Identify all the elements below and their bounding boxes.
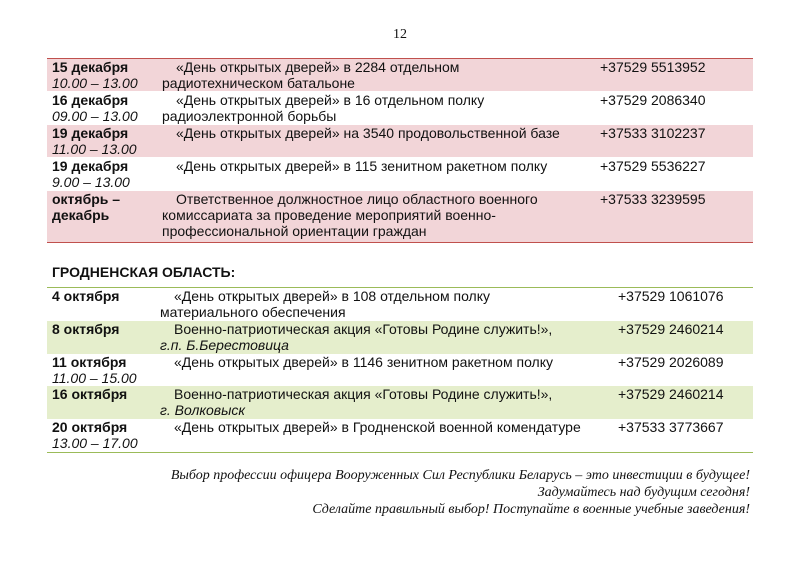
events-table-grodno: [47, 287, 753, 453]
phone-number: +37529 2086340: [592, 92, 753, 125]
date-cell: [47, 354, 160, 386]
date-cell: [47, 321, 160, 354]
closing-line-1: Выбор профессии офицера Вооруженных Сил Республики Беларусь – это инвестиции в будущее!: [170, 468, 750, 483]
table-row: [47, 288, 753, 321]
date-cell: [47, 191, 162, 243]
table-row: [47, 419, 753, 453]
event-cell: [162, 59, 592, 92]
phone-number: +37529 1061076: [618, 288, 724, 304]
event-date: 19 декабря: [52, 158, 129, 174]
event-description: «День открытых дверей» на 3540 продовольственной базе: [176, 125, 560, 141]
event-description: Военно-патриотическая акция «Готовы Родине служить!»,: [174, 385, 553, 402]
event-cell: [160, 288, 610, 321]
phone-number: +37533 3773667: [618, 418, 724, 435]
event-location: г.п. Б.Берестовица: [160, 336, 289, 353]
event-description-cont: материального обеспечения: [160, 304, 346, 320]
event-description-cont: радиоэлектронной борьбы: [162, 108, 337, 124]
table-row: [47, 125, 753, 158]
event-date: 20 октября: [52, 418, 128, 435]
table-row: [47, 354, 753, 386]
date-cell: [47, 92, 162, 125]
event-date: 8 октября: [52, 320, 120, 337]
region-title: ГРОДНЕНСКАЯ ОБЛАСТЬ:: [52, 264, 236, 280]
table-row: [47, 92, 753, 125]
phone-number: +37529 5513952: [592, 59, 753, 92]
event-cell: [162, 125, 592, 158]
event-location: г. Волковыск: [160, 401, 246, 418]
date-cell: [47, 288, 160, 321]
event-cell: [162, 158, 592, 191]
event-time: 9.00 – 13.00: [52, 174, 130, 190]
table-row: [47, 59, 753, 92]
event-cell: [160, 386, 610, 419]
event-description: «День открытых дверей» в 108 отдельном полку: [174, 288, 490, 304]
event-date: 4 октября: [52, 288, 120, 304]
table-row: [47, 386, 753, 419]
event-cell: [162, 92, 592, 125]
phone-number: +37533 3239595: [592, 191, 753, 243]
event-description: «День открытых дверей» в 115 зенитном ракетном полку: [176, 158, 548, 174]
event-date: 16 октября: [52, 385, 128, 402]
page-number: 12: [393, 27, 407, 42]
event-time: 13.00 – 17.00: [52, 434, 138, 451]
date-cell: [47, 386, 160, 419]
event-date: 19 декабря: [52, 125, 129, 141]
event-time: 11.00 – 15.00: [52, 369, 137, 386]
event-cell: [160, 419, 610, 453]
table-row: [47, 158, 753, 191]
event-description: «День открытых дверей» в 2284 отдельном: [176, 59, 460, 75]
table-row: [47, 321, 753, 354]
closing-line-2: Задумайтесь над будущим сегодня!: [537, 485, 750, 500]
event-cell: [160, 321, 610, 354]
event-cell: [160, 354, 610, 386]
event-description: Военно-патриотическая акция «Готовы Родине служить!»,: [174, 320, 553, 337]
event-description-cont: комиссариата за проведение мероприятий военно-: [162, 207, 496, 223]
event-description-cont: радиотехническом батальоне: [162, 75, 355, 91]
date-cell: [47, 125, 162, 158]
events-table-december: [47, 58, 753, 243]
event-description: Ответственное должностное лицо областного военного: [176, 191, 538, 207]
phone-number: +37529 2026089: [618, 353, 724, 370]
event-date: 11 октября: [52, 353, 127, 370]
phone-number: +37529 5536227: [592, 158, 753, 191]
event-description: «День открытых дверей» в 16 отдельном полку: [176, 92, 485, 108]
event-date: 16 декабря: [52, 92, 129, 108]
table-row: [47, 191, 753, 243]
phone-number: +37529 2460214: [610, 386, 753, 419]
event-time: 10.00 – 13.00: [52, 75, 138, 91]
phone-number: +37529 2460214: [610, 321, 753, 354]
event-time: 09.00 – 13.00: [52, 108, 138, 124]
event-date: 15 декабря: [52, 59, 129, 75]
date-cell: [47, 158, 162, 191]
date-cell: [47, 59, 162, 92]
event-date-cont: декабрь: [52, 207, 110, 223]
event-description: «День открытых дверей» в 1146 зенитном ракетном полку: [174, 353, 553, 370]
event-description-cont: профессиональной ориентации граждан: [162, 223, 427, 239]
event-time: 11.00 – 13.00: [52, 141, 137, 157]
event-description: «День открытых дверей» в Гродненской военной комендатуре: [174, 418, 581, 435]
closing-line-3: Сделайте правильный выбор! Поступайте в военные учебные заведения!: [312, 502, 750, 517]
event-date: октябрь –: [52, 191, 121, 207]
date-cell: [47, 419, 160, 453]
phone-number: +37533 3102237: [592, 125, 753, 158]
event-cell: [162, 191, 592, 243]
